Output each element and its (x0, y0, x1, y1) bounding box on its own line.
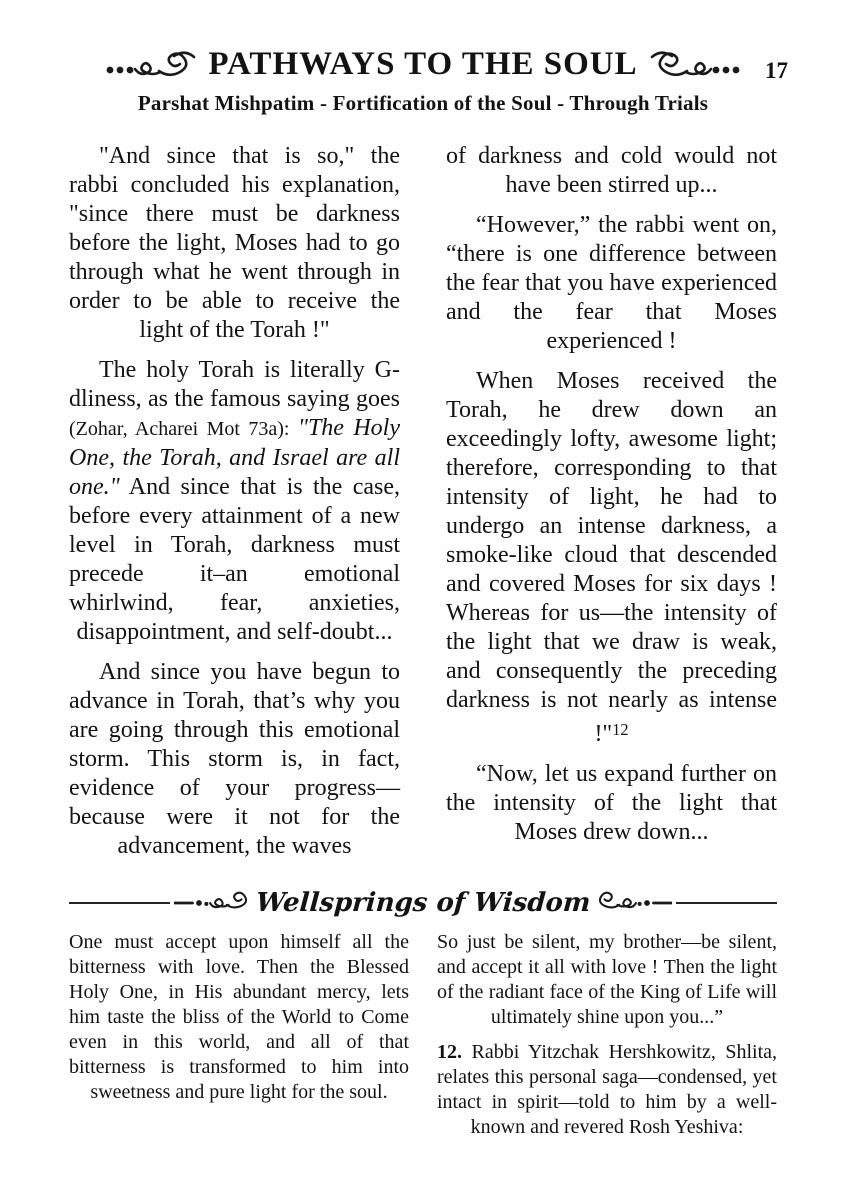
divider-flourish-right-icon (598, 891, 672, 915)
divider-flourish-left-icon (174, 891, 248, 915)
page-subtitle: Parshat Mishpatim - Fortification of the Soul - Through Trials (137, 91, 709, 115)
body-paragraph (69, 356, 400, 647)
body-paragraph (69, 658, 400, 861)
left-column (69, 142, 400, 872)
paragraph-text: "And since that is so," the rabbi concluded his explanation, "since there must be darkness before the light, Moses had to go through what he went through in order to be able to receive the light of the Torah !" (69, 143, 400, 343)
body-paragraph (446, 142, 777, 200)
flourish-left-icon (104, 49, 200, 81)
paragraph-text: of darkness and cold would not have been stirred up... (446, 143, 777, 198)
paragraph-text: And since you have begun to advance in Torah, that’s why you are going through this emotional storm. This storm is, in fact, evidence of your progress—because were it not for the advancement, the waves (69, 659, 400, 859)
divider-line-left (69, 902, 170, 904)
paragraph-text: “However,” the rabbi went on, “there is one difference between the fear that you have experienced and the fear that Moses experienced ! (446, 212, 777, 354)
footnote-paragraph (69, 930, 409, 1105)
page-number: 17 (765, 58, 788, 83)
paragraph-text: When Moses received the Torah, he drew down an exceedingly lofty, awesome light; therefore, corresponding to that intensity of light, he had to undergo an intense darkness, a smoke-like cloud that descended and covered Moses for six days ! Whereas for us—the intensity of the light that we draw is weak, and consequently the preceding darkness is not nearly as intense !" (446, 368, 777, 748)
wellsprings-divider (69, 888, 777, 918)
body-paragraph (446, 367, 777, 749)
wellsprings-divider-title: Wellsprings of Wisdom (254, 888, 592, 918)
footnote-number: 12. (437, 1041, 462, 1063)
body-paragraph (446, 760, 777, 847)
footnote-paragraph (437, 930, 777, 1030)
paragraph-text: The holy Torah is literally G-dliness, as the famous saying goes (69, 357, 400, 412)
footnote-columns (0, 930, 846, 1150)
main-columns (0, 142, 846, 872)
footnote-paragraph (437, 1040, 777, 1140)
footnote-text: Rabbi Yitzchak Hershkowitz, Shlita, relates this personal saga—condensed, yet intact in spirit—told to him by a well-known and revered Rosh Yeshiva: (437, 1041, 777, 1138)
footnote-text: One must accept upon himself all the bitterness with love. Then the Blessed Holy One, in His abundant mercy, lets him taste the bliss of the World to Come even in this world, and all of that bitterness is transformed to him into sweetness and pure light for the soul. (69, 931, 409, 1103)
right-column (446, 142, 777, 872)
footnote-marker: 12 (612, 720, 629, 739)
paragraph-text: “Now, let us expand further on the intensity of the light that Moses drew down... (446, 761, 777, 846)
footnote-text: So just be silent, my brother—be silent, and accept it all with love ! Then the light of the radiant face of the King of Life will ultimately shine upon you...” (437, 931, 777, 1028)
footnote-right-column (437, 930, 777, 1150)
zohar-quote: "The Holy One, the Torah, and Israel are all one." (69, 415, 400, 500)
paragraph-text: And since that is the case, before every attainment of a new level in Torah, darkness must precede it–an emotional whirlwind, fear, anxieties, disappointment, and self-doubt... (69, 474, 400, 645)
flourish-right-icon (646, 49, 742, 81)
zohar-reference: (Zohar, Acharei Mot 73a): (69, 418, 298, 440)
title-row (0, 46, 846, 83)
page-title: PATHWAYS TO THE SOUL (208, 46, 638, 82)
page-header (0, 0, 846, 116)
body-paragraph (69, 142, 400, 345)
divider-line-right (676, 902, 777, 904)
body-paragraph (446, 211, 777, 356)
footnote-left-column (69, 930, 409, 1150)
